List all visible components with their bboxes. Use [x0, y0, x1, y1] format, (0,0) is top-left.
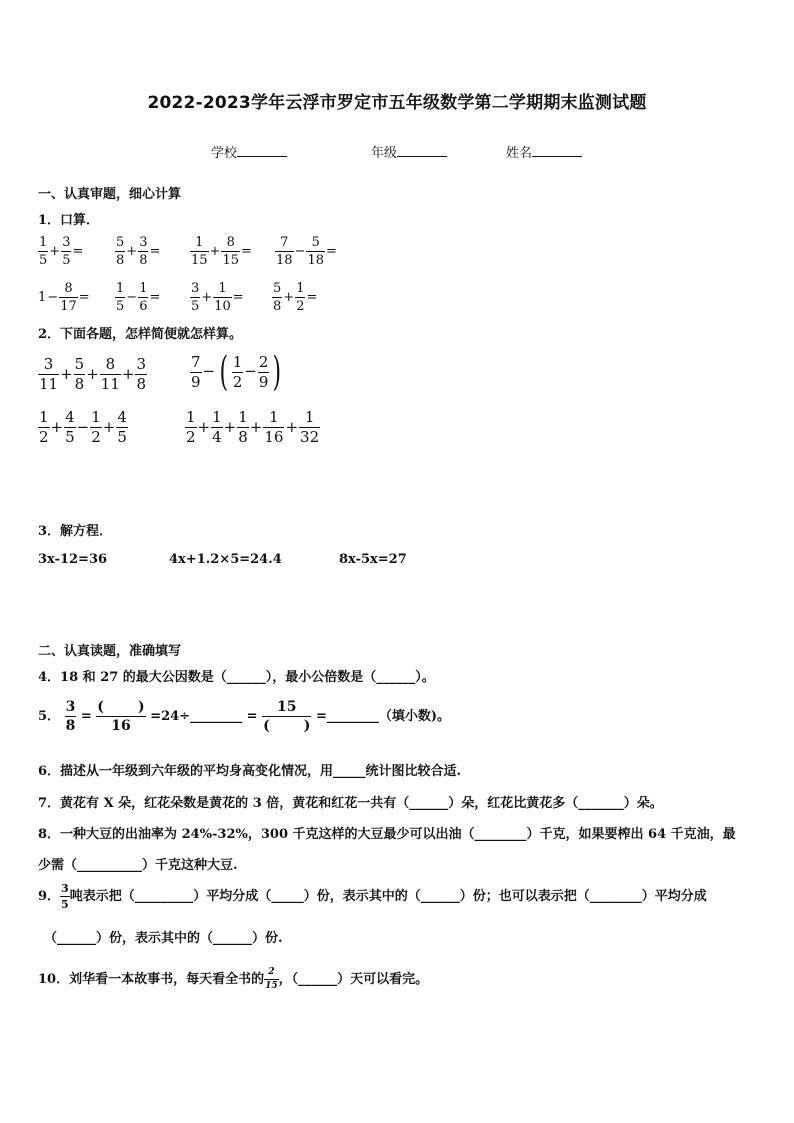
- q10-frac-num: 2: [264, 968, 279, 980]
- grade-field: [371, 142, 447, 161]
- q5-frac-den: 8: [65, 718, 76, 734]
- q9-frac-num: 3: [61, 882, 69, 895]
- q4-text: 4．18 和 27 的最大公因数是（______），最小公倍数是（______）。: [38, 670, 435, 685]
- q5: 5． $\frac{3}{8}$ = ( ) 16 =24÷________ = 15 ( ) =________（填小数)。: [38, 699, 451, 734]
- school-label: 学校: [211, 146, 238, 161]
- q2-item-4: $\frac{1}{2}$ + $\frac{1}{4}$ + $\frac{1}{8}$ + $\frac{1}{16}$ + $\frac{1}{32}$: [186, 408, 320, 446]
- name-field: [506, 142, 582, 161]
- q1-label: 1．口算．: [38, 213, 100, 228]
- page-title: 2022-2023学年云浮市罗定市五年级数学第二学期期末监测试题: [147, 93, 647, 113]
- q3-equation-2: 4x+1.2×5=24.4: [169, 552, 282, 567]
- q5-number: 5．: [38, 709, 61, 724]
- q10-pre: 10．刘华看一本故事书，每天看全书的: [38, 972, 265, 987]
- q5-division: =24÷________: [150, 709, 243, 724]
- q5-blank-denominator: ( ): [263, 718, 311, 734]
- school-field: [211, 142, 287, 161]
- q5-frac-num: 3: [65, 699, 76, 715]
- q3-equation-1: 3x-12=36: [38, 552, 108, 567]
- q2-item-3: $\frac{1}{2}$ + $\frac{4}{5}$ − $\frac{1}{2}$ + $\frac{4}{5}$: [39, 408, 127, 446]
- q1-item-2: $\frac{5}{8}$ + $\frac{3}{8}$ =: [116, 235, 161, 268]
- q10-post: ，（______）天可以看完。: [278, 972, 429, 987]
- q2-item-2: $\frac{7}{9}$ − ( $\frac{1}{2}$ − $\frac{2}{9}$ ): [191, 349, 282, 395]
- q10-frac-den: 15: [265, 981, 278, 991]
- q5-blank-numerator: ( ): [97, 699, 145, 715]
- q1-item-3: $\frac{1}{15}$ + $\frac{8}{15}$ =: [191, 235, 252, 268]
- q10-text: [38, 968, 428, 991]
- q1-item-8: $\frac{5}{8}$ + $\frac{1}{2}$ =: [273, 281, 318, 314]
- q9-line-1: [38, 883, 707, 910]
- q5-numerator-15: 15: [262, 700, 311, 717]
- q1-item-7: $\frac{3}{5}$ + $\frac{1}{10}$ =: [191, 281, 244, 314]
- q9-frac-den: 5: [61, 898, 69, 911]
- q2-label: 2．下面各题，怎样简便就怎样算。: [38, 327, 243, 342]
- q9-number: 9．: [38, 889, 61, 904]
- q1-item-1: $\frac{1}{5}$ + $\frac{3}{5}$ =: [39, 235, 84, 268]
- q3-label: 3．解方程．: [38, 524, 113, 539]
- q6-text: 6．描述从一年级到六年级的平均身高变化情况，用_____统计图比较合适.: [38, 764, 462, 779]
- name-blank: [532, 142, 582, 157]
- section-2-heading: 二、认真读题，准确填写: [38, 644, 182, 659]
- school-blank: [237, 142, 287, 157]
- q1-item-4: $\frac{7}{18}$ − $\frac{5}{18}$ =: [276, 235, 337, 268]
- q2-item-1: $\frac{3}{11}$ + $\frac{5}{8}$ + $\frac{8}{11}$ + $\frac{3}{8}$: [39, 355, 147, 393]
- grade-blank: [397, 142, 447, 157]
- q5-tail: =________（填小数)。: [315, 709, 451, 724]
- section-1-heading: 一、认真审题，细心计算: [38, 187, 182, 202]
- q7-text: 7．黄花有 X 朵，红花朵数是黄花的 3 倍，黄花和红花一共有（______）朵，红花比黄花多（_______）朵。: [38, 796, 663, 811]
- name-label: 姓名: [506, 146, 533, 161]
- grade-label: 年级: [371, 146, 398, 161]
- q1-item-5: 1− $\frac{8}{17}$ =: [38, 281, 90, 314]
- q1-item-6: $\frac{1}{5}$ − $\frac{1}{6}$ =: [116, 281, 161, 314]
- q9-line-2: （______）份，表示其中的（______）份.: [44, 931, 283, 946]
- q5-denominator: 16: [111, 718, 131, 734]
- q8-line-1: 8．一种大豆的出油率为 24%-32%，300 千克这样的大豆最少可以出油（________）千克，如果要榨出 64 千克油，最: [38, 827, 736, 842]
- q8-line-2: 少需（__________）千克这种大豆.: [38, 858, 238, 873]
- q9-text-1: 吨表示把（_________）平均分成（_____）份，表示其中的（______）份；也可以表示把（________）平均分成: [69, 889, 707, 904]
- q3-equation-3: 8x-5x=27: [339, 552, 407, 567]
